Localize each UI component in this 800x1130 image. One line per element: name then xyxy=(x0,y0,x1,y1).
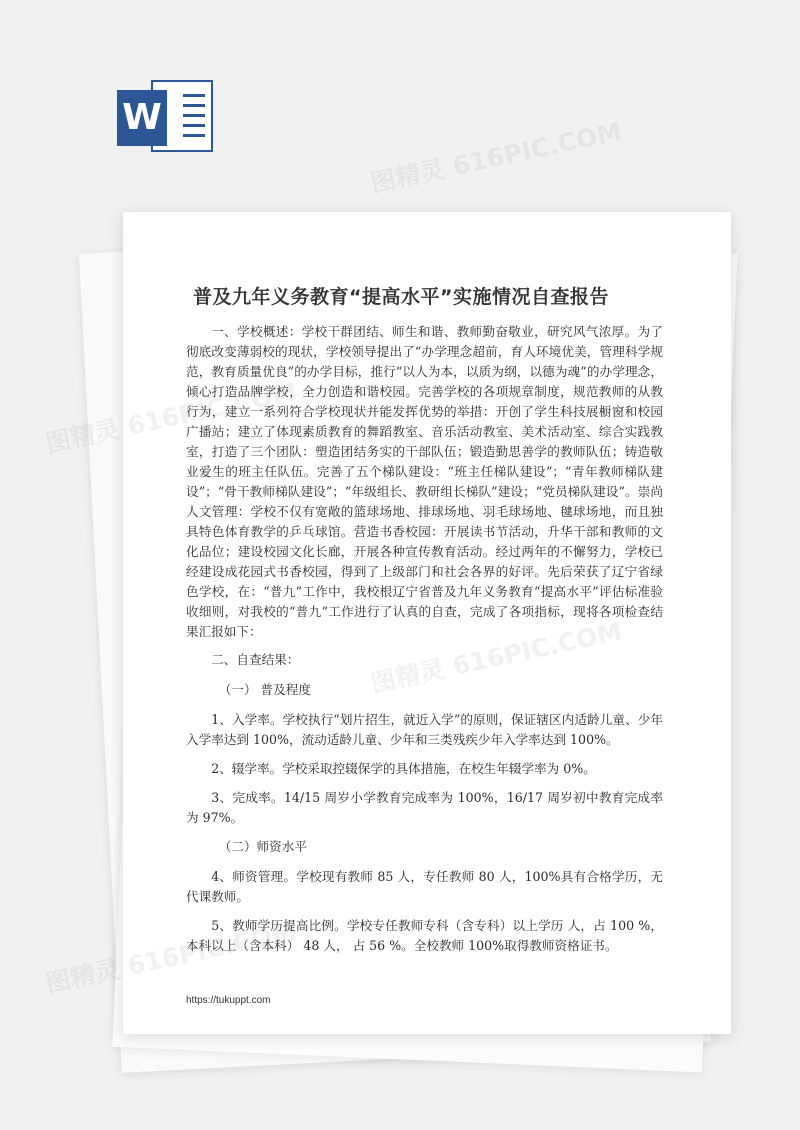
footer-url: https://tukuppt.com xyxy=(186,995,271,1006)
paragraph-school-overview: 一、学校概述：学校干群团结、师生和谐、教师勤奋敬业，研究风气浓厚。为了彻底改变薄弱校的现状，学校领导提出了“办学理念超前，育人环境优美，管理科学规范，教育质量优良”的办学目标，推行“以人为本，以质为纲，以德为魂”的办学理念，倾心打造品牌学校，全力创造和谐校园。完善学校的各项规章制度，规范教师的从教行为，建立一系列符合学校现状并能发挥优势的举措：开创了学生科技展橱窗和校园广播站；建立了体现素质教育的舞蹈教室、音乐活动教室、美术活动室、综合实践教室，打造了三个团队：塑造团结务实的干部队伍；锻造勤思善学的教师队伍；铸造敬业爱生的班主任队伍。完善了五个梯队建设：“班主任梯队建设”；“青年教师梯队建设”；“骨干教师梯队建设”；“年级组长、教研组长梯队”建设；“党员梯队建设”。崇尚人文管理：学校不仅有宽敞的篮球场地、排球场地、羽毛球场地、毽球场地，而且独具特色体育教学的乒乓球馆。营造书香校园：开展读书节活动，升华干部和教师的文化品位；建设校园文化长廊，开展各种宣传教育活动。经过两年的不懈努力，学校已经建设成花园式书香校园，得到了上级部门和社会各界的好评。先后荣获了辽宁省绿色学校，在：“普九”工作中，我校根辽宁省普及九年义务教育“提高水平”评估标准验收细则，对我校的“普九”工作进行了认真的自查，完成了各项指标，现将各项检查结果汇报如下： xyxy=(186,324,663,639)
document-page xyxy=(123,212,731,1034)
paragraph-completion-rate: 3、完成率。14/15 周岁小学教育完成率为 100%，16/17 周岁初中教育完成率为 97%。 xyxy=(186,790,663,825)
paragraph-teacher-education: 5、教师学历提高比例。学校专任教师专科（含专科）以上学历 人，占 100 %， 本科以上（含本科） 48 人， 占 56 %。全校教师 100%取得教师资格证书。 xyxy=(186,918,663,953)
watermark-text: 图精灵 xyxy=(43,414,123,459)
paragraph-teacher-management: 4、师资管理。学校现有教师 85 人，专任教师 80 人，100%具有合格学历，无代课教师。 xyxy=(186,869,663,904)
subsection-heading-teachers: （二）师资水平 xyxy=(218,839,307,854)
section-heading-self-check: 二、自查结果： xyxy=(211,652,300,667)
subsection-heading-coverage: （一） 普及程度 xyxy=(218,682,311,697)
paragraph-enrollment-rate: 1、入学率。学校执行“划片招生，就近入学”的原则，保证辖区内适龄儿童、少年入学率达到 100%，流动适龄儿童、少年和三类残疾少年入学率达到 100%。 xyxy=(186,712,663,747)
page-title: 普及九年义务教育“提高水平”实施情况自查报告 xyxy=(193,286,609,308)
paragraph-dropout-rate: 2、辍学率。学校采取控辍保学的具体措施，在校生年辍学率为 0%。 xyxy=(211,761,596,776)
watermark-text: 图精灵 616PIC.COM xyxy=(368,116,625,199)
word-letter-badge: W xyxy=(117,90,167,146)
word-app-icon xyxy=(117,78,215,156)
document-body xyxy=(186,322,663,965)
watermark-text: 图精灵 xyxy=(43,954,123,999)
